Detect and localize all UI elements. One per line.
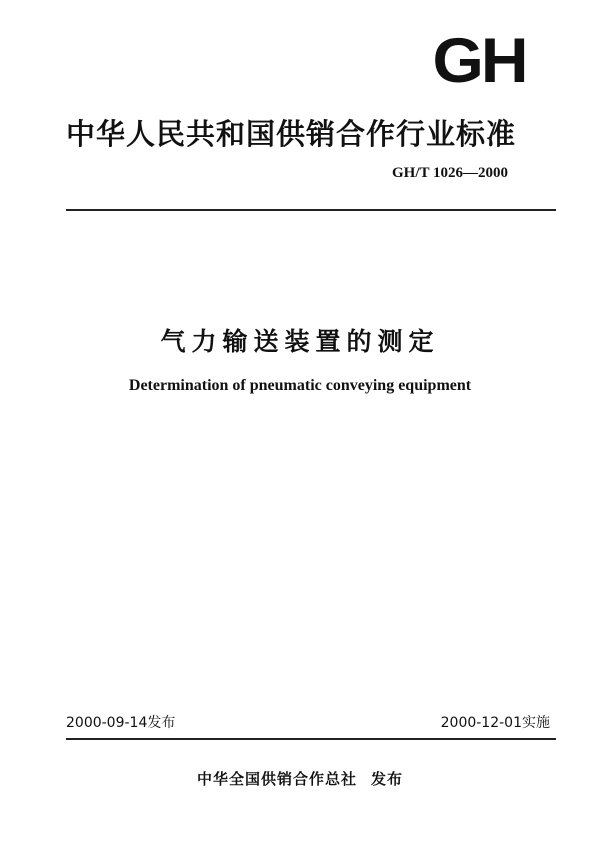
publisher-name: 中华全国供销合作总社	[196, 770, 357, 788]
implementation-date: 2000-12-01实施	[440, 715, 550, 731]
document-title-english: Determination of pneumatic conveying equipment	[128, 377, 472, 394]
issue-date: 2000-09-14发布	[66, 715, 176, 731]
standard-category-title: 中华人民共和国供销合作行业标准	[66, 117, 517, 151]
document-title-chinese: 气力输送装置的测定	[160, 327, 440, 356]
publisher-action: 发布	[371, 770, 404, 788]
bottom-divider	[66, 738, 556, 740]
gh-logo: GH	[432, 24, 526, 96]
top-divider	[66, 209, 556, 211]
publisher-line	[0, 768, 600, 789]
standard-code: GH/T 1026—2000	[392, 165, 508, 181]
